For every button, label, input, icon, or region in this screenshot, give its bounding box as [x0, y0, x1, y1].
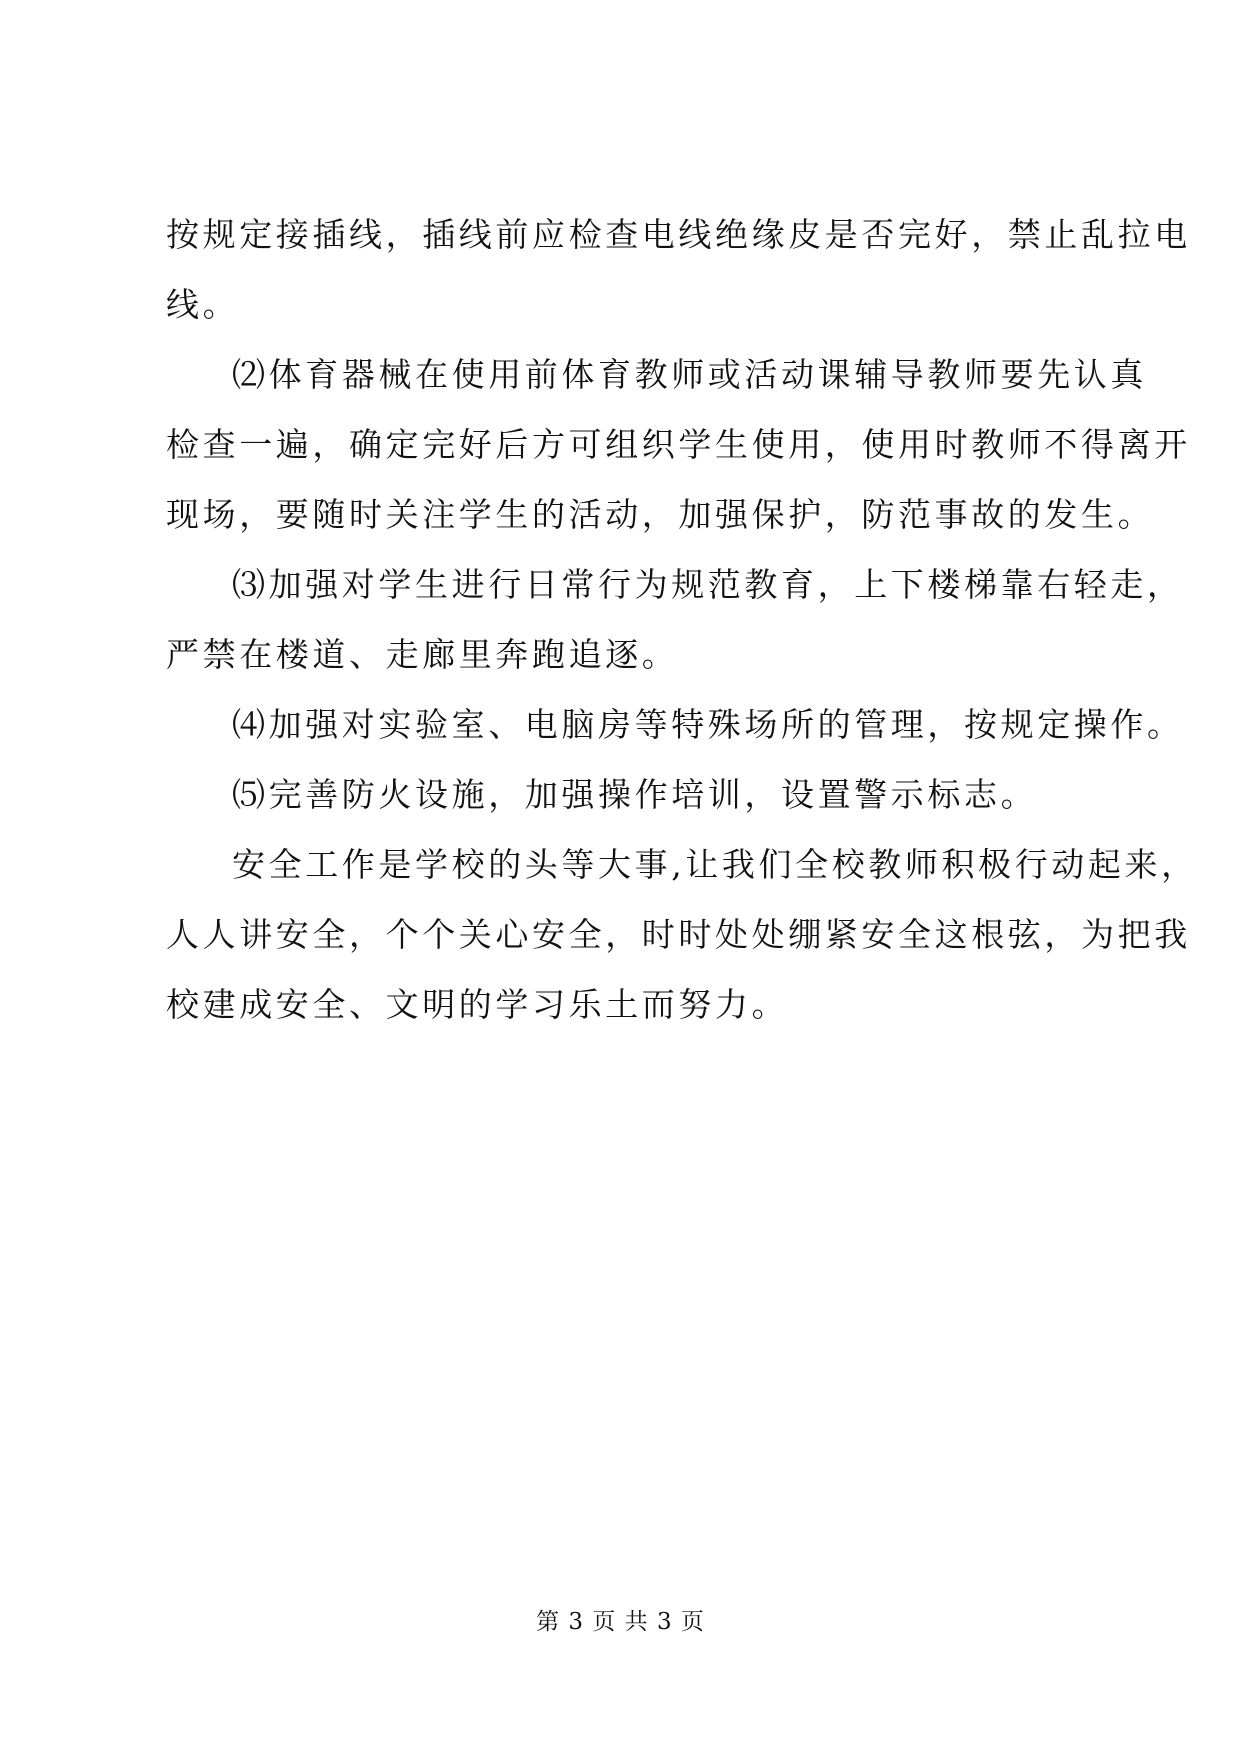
- text-line: 人人讲安全，个个关心安全，时时处处绷紧安全这根弦，为把我: [166, 915, 1191, 954]
- page-number-footer: 第 3 页 共 3 页: [536, 1609, 705, 1635]
- text-line: 按规定接插线，插线前应检查电线绝缘皮是否完好，禁止乱拉电: [166, 215, 1191, 254]
- text-line: 严禁在楼道、走廊里奔跑追逐。: [166, 635, 679, 674]
- document-body: [166, 200, 1198, 1040]
- text-line: 现场，要随时关注学生的活动，加强保护，防范事故的发生。: [166, 495, 1155, 534]
- text-line: ⑶加强对学生进行日常行为规范教育，上下楼梯靠右轻走，: [232, 565, 1184, 604]
- text-line: 检查一遍，确定完好后方可组织学生使用，使用时教师不得离开: [166, 425, 1191, 464]
- text-line: 校建成安全、文明的学习乐土而努力。: [166, 985, 789, 1024]
- text-line: ⑷加强对实验室、电脑房等特殊场所的管理，按规定操作。: [232, 705, 1184, 744]
- text-line: ⑵体育器械在使用前体育教师或活动课辅导教师要先认真: [232, 355, 1147, 394]
- text-line: ⑸完善防火设施，加强操作培训，设置警示标志。: [232, 775, 1038, 814]
- text-line: 安全工作是学校的头等大事,让我们全校教师积极行动起来，: [232, 845, 1198, 884]
- text-line: 线。: [166, 285, 240, 324]
